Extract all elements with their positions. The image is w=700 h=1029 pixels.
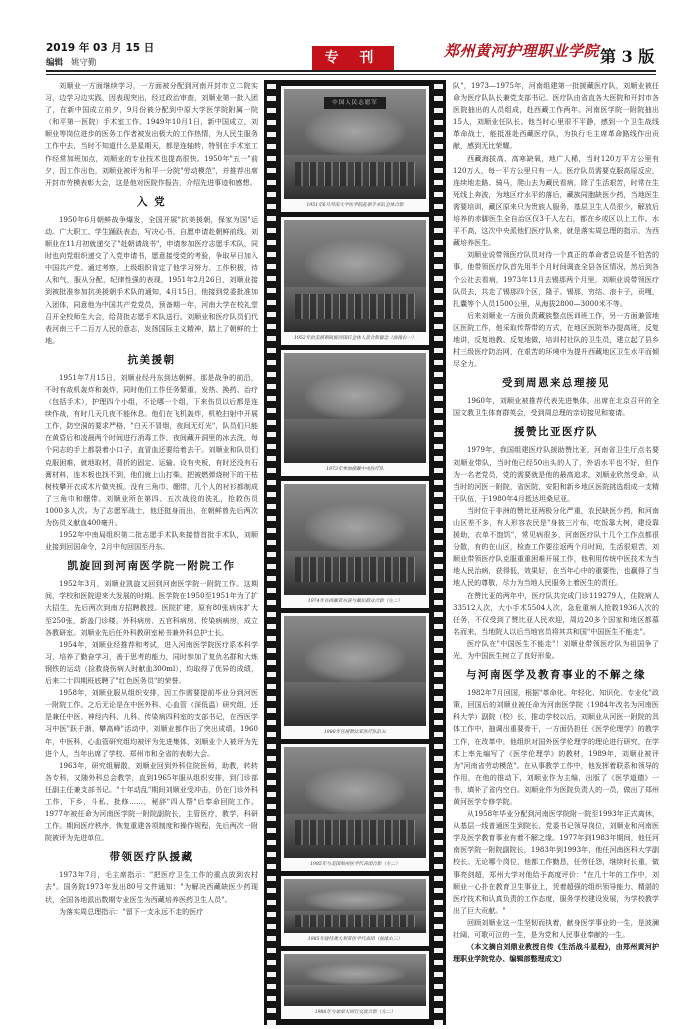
- photo-frame: [281, 744, 429, 871]
- photo-frame: [281, 613, 429, 739]
- masthead: [0, 0, 700, 78]
- photo-caption: 1974年在西藏亚东县与藏民群众合影（左二）: [307, 599, 403, 604]
- section-heading: 带领医疗队援藏: [109, 851, 194, 864]
- paragraph: 1960年，刘顺业被推荐代表先进集体，出席在北京召开的全国文教卫生体育群英会，受到周总理的亲切接见和宴请。: [453, 397, 659, 418]
- paragraph: 1954年，刘顺业经推荐和考试，进入河南医学院医疗系本科学习，培养了勤奋学习，善于思考的能力，同时参加了复仇名群和大炼钢铁的运动（捡救烧伤病人时献血300ml），均取得了优异的成绩，后来二十四期班底聘了"红色医务员"的荣誉。: [45, 640, 258, 686]
- historical-photo: [284, 747, 426, 858]
- paragraph: 回顾刘顺业这一生坚韧而执着，献身医学事业的一生，是波澜壮阔、可歌可泣的一生，是为党和人民事业奉献的一生。: [453, 918, 659, 939]
- section-heading: 受到周恩来总理接见: [502, 377, 610, 390]
- photo-film-strip: [264, 80, 446, 1025]
- historical-photo: [284, 616, 426, 726]
- photo-frame: [281, 951, 429, 1019]
- historical-photo: [284, 879, 426, 933]
- photo-caption: 1980年任援赞比亚医疗队队长: [323, 730, 387, 735]
- paragraph: 1952年3月，刘顺业凯旋又回到河南医学院一附院工作。这期间，学校和医院迎来大发展的时期。医学院在1950至1951年为了扩大招生，先后两次到南方招聘教授。医院扩建，原有80张病床扩大至250张，新盖门诊楼、外科病房、五官科病房、传染病病房，成立各教研室。刘顺业先后任外科教研室秘书兼外科总护士长。: [45, 580, 258, 637]
- film-perforations-right: [434, 80, 443, 1025]
- issue-date: 2019 年 03 月 15 日: [46, 42, 155, 54]
- column-title: 专 刊: [312, 46, 394, 70]
- paragraph: 从1958年毕业分配到河南医学院附一院至1993年正式离休，从基层一线普通医生到院长、党委书记领导岗位，刘顺业和河南医学及医学教育事业有着不解之缘。1977年到1983年期间，他任河南医学院一附院副院长，1983年到1993年，他任河南医科大学副校长。无论哪个岗位，他都工作勤恳，任劳任怨，继续时长重，做事亮剑超，郑州大学对他给予高度评价："在几十年的工作中，刘顺业一心扑在教育卫生事业上，凭着超强的组织领导能力、精湛的医疗技术和认真负责的工作态度，服务学校建设发展，为学校教学出了巨大贡献。": [453, 810, 659, 915]
- section-heading: 援赞比亚医疗队: [514, 426, 598, 439]
- editor-label: 编辑: [46, 58, 64, 68]
- paragraph: 刘顺业一方面继续学习，一方面被分配到河南开封市立二院实习，边学习边实践，因表现突出，经过政治审查，刘顺业第一批入团了，在新中国成立前夕，9月份被分配到中原大学医学院附属一院（和平第一医院）手术室工作。1949年10月1日，新中国成立，刘顺业等岗位进步的医务工作者被发出极大的工作热情，为人民生服务工作中去，当时不知道什么是星期天，都是连轴转，特别在手术室工作经常加班加点，刘顺业的专业技术也提高很快。1950年"五一"前夕，因工作出色，刘顺业被评为和平一分院"劳动模范"，并推荐出席开封市劳模表彰大会，这是他对医院作报告，介绍先进事迹和感想。: [45, 82, 258, 187]
- photo-frame: [281, 86, 429, 212]
- paragraph: 1963年，研究组解散，刘顺业回到外科住院医师，助教，转转各专科，又随外科总会教学，直到1965年服从组织安排，到门诊部任副主任兼支部书记。"十年动乱"期间刘顺业受冲击，仍在门诊外科工作，下乡，斗私、批修……，秘辞"四人帮"后奉命回院工作。1977年被任命为河南医学院一附院副院长，主管医疗，教学，科研工作。期间医疗秩序，恢复重建各项制度和操作规程，先后两次一附院被评为先进单位。: [45, 761, 258, 843]
- paragraph: 当时位于非洲的赞比亚两极分化严重，农民缺医少药，和河南山区差不多，有人形容农民是"身披三片布，吃饭靠大树，建设靠援助，衣单不饱饥"，常见病很多，河南医疗队十几个工作点都很分散，有的在山区，检查工作要往返两个月时间，生活很艰苦，刘顺业带领医疗队克服重重困难开展工作，他利用传统中医技术为当地人民治病，获得低，效果好，在当年心中的重要性，也赢得了当地人民的尊敬，尽力为当地人民服务上着医生的责任。: [453, 506, 659, 588]
- photo-caption: 1985年与美国加州医学代表团合影（左二）: [310, 862, 400, 867]
- paragraph: 刘顺业说带领医疗队员对待一个真正的革命者总说是不怕苦的事，他带领医疗队首先用半个月时间调查全县各区情况，然后到各个公社去看病，1973年11月去锡那两个月里，刘顺业说带领医疗队员去，共走了锡那四个区，隆子、锡那，穷结、浪卡子，贡嘎，扎囊等个人员1500公里，从海拔2800—3000米不等。: [453, 251, 659, 308]
- paragraph: 后来刘顺业一方面负责藏族整点医训班工作，另一方面兼管地区医院工作，他采取传帮带的方式，在地区医院举办提高班，反复地讲，反复地教、反复地做，培训村社队的卫生员，建立起了县乡村三级医疗防治网，在艰苦的环境中为提升西藏地区卫生水平而倾尽全力。: [453, 311, 659, 369]
- historical-photo: [284, 220, 426, 332]
- edition-number: 第 3 版: [600, 47, 655, 66]
- historical-photo: [284, 89, 426, 199]
- photo-caption: 1985年接待澳大利亚医学代表团（前排右三）: [307, 937, 403, 942]
- paragraph: 1951年7月15日，刘顺业经丹东到达朝鲜，那是战争的前沿，不时有敌机轰炸和轰炸，同时他们工作任务繁重，发热、换药、治疗（包括手术），护理四个小组，不论哪一个组，下来伤员以后都是连续作战，有时几天几夜不能休息。他们在飞机轰炸，机枪扫射中开展工作，防空洞的要求严格，"白天不冒烟，夜间无灯光"，队员们只能在黄昏后和凌晨两个时间进行消毒工作，夜间藏开洞里的冰去洗，每个同志的手上都裂着小口子，直冒血还要给着去干。刘顺业和队员们克服困难，就地取材，背折的固定、运输、设有夹板，有时还没有石膏材料，连木板也找不到，他们就上山打柴，把被燃弹烧树下的干枯树枝攀开衣成木片做夹板。没有三角巾、绷带，几个人的衬衫都制成了三角巾和绷带。刘顺业所在第四、五次战役的洗礼，抢救伤员1000多人次。为了志愿军战士，他还挺身而出，在朝鲜曾先后两次为伤员义献血400毫升。: [45, 373, 258, 527]
- paragraph: 1979年，我国组建医疗队援助赞比亚，河南省卫生厅点名要刘顺业带队，当时他已经50出头的人了，外语水平也不好，但作为一名老党员，党的需要就是他的最高追求。刘顺业欣然受命，从当时的河医一附院，省医院，安阳和新乡地区医院挑选组成一支精干队伍，于1980年4月抵达坦桑尼亚。: [453, 446, 659, 503]
- paragraph: 西藏海拔高、高寒缺氧，地广人稀，当时120万平方公里有120万人，每一平方公里只有一人。医疗队员需要克服高原反应，连续地走路、骑马，爬山去为藏民看病，除了生活艰苦，时常在生死线上奔波，为地区疗水平的落后，藏族同胞缺医少药，当地医生需要培训，藏区原来只为贵族人服务，基层卫生人员很少，解放后培养的赤脚医生全自治区仅3千人左右，都在乡或区以上工作。水平不高，这次中央派他们医疗队来，就是落实周总理的指示，为西藏培养医生。: [453, 154, 659, 248]
- photo-frame: [281, 350, 429, 476]
- paragraph: 在赞比亚的两年中，医疗队共完成门诊119279人，住院病人33512人次，大小手术5504人次，急危重病人抢救1936人次的任务，不仅受到了赞比亚人民欢迎，周边20多个国家和地区都慕名而来，当地院人以后当地官员将其共和国"中国医生不能走"。: [453, 591, 659, 636]
- masthead-rule-thin: [46, 74, 656, 75]
- paragraph: 医疗队在"中国医生不能走"！刘顺业带领医疗队为祖国争了光，为中国医生树立了良好形象。: [453, 639, 659, 661]
- sign-text: 中国人民志愿军: [332, 100, 378, 106]
- photo-frame: [281, 481, 429, 608]
- photo-caption: 1952年抗美援朝凯旋回国后全体人员合影留念（前排右一）: [294, 336, 416, 341]
- paragraph: 1950年6月朝鲜战争爆发，全国开展"抗美援朝，保家为国"运动。广大职工、学生踊跃表态，写决心书，自愿申请赴朝鲜前线。刘顺业在11月初就递交了"赴朝请战书"，申请参加医疗志愿手术队，同时也向党组织递交了入党申请书，愿意接受党的考验，争取早日加入中国共产党。通过考察，上级组织肯定了他学习努力、工作积极，待人和气，服从分配，纪律性强的表现，1951年2月26日，刘顺业接到被批准参加抗美援朝手术队的通知，4月15日，他接到党委批准加入团体，同意他为中国共产党党员，预备期一年，河南大学在校礼堂召开全校师生大会，给背批志愿手术队送行。刘顺业和医疗队员们代表河南三千二百万人民的意志，发扬国际主义精神，踏上了朝鲜的土地。: [45, 215, 258, 345]
- paragraph: 队"，1973—1975年，河南组建第一批援藏医疗队，刘顺业被任命为医疗队队长兼党支部书记。医疗队由省直各大医院和开封市各医院抽出的人员组成，赴西藏工作两年。河南医学院一附院抽出15人，刘顺业任队长。他当时心里很不平静，感到一个卫生战线革命战士，能抵准赴西藏医疗队，为执行毛主席革命路线作出贡献，感到无比荣耀。: [453, 82, 659, 151]
- section-heading: 凯旋回到河南医学院一附院工作: [67, 560, 236, 573]
- source-note: （本文摘自刘鼎业教授自传《生活战斗星程》，由郑州黄河护理职业学院党办、编辑部整理成文）: [453, 942, 659, 964]
- paper-logo: 郑州黄河护理职业学院: [444, 42, 600, 60]
- editor-line: [46, 56, 97, 68]
- paragraph: 1982年7月回国，根据"革命化、年轻化、知识化、专业化"政策，回国后的刘顺业被任命为河南医学院（1984年改名为河南医科大学）副院（校）长，推动学校以后，刘顺业从河医一附院的具体工作中，抽调出重要骨干，一方面仍担任《医学伦理学》的教学工作，在改革中，他组织对国外医学伦理学的理论进行研究，在学术上率先编写了《医学伦理学》的教材，1989年，刘顺业被评为"河南省劳动模范"。在从事教学工作中，他发挥着联系和领导的作用，在他的推动下，刘顺业作为主编，出版了《医学道德》一书，填补了省内空白。刘顺业作为医院负责人的一员，做出了郑州黄河医学专修学院。: [453, 689, 659, 806]
- photo-frame: [281, 217, 429, 345]
- photo-caption: 1973年参加援藏中央医疗队: [326, 467, 384, 472]
- paragraph: 为落实周总理指示："留下一支永远不走的医疗: [59, 907, 204, 916]
- film-perforations-left: [267, 80, 276, 1025]
- photo-sign: [324, 97, 386, 109]
- masthead-rule: [46, 70, 656, 72]
- paragraph: 1958年，刘顺业服从组织安排，因工作需要提前毕业分到河医一附院工作。之后无论是在中医外科、心血管（深低温）研究组，还是兼任中医、神经内科、儿科、传染病四科室的支部书记，在西医学习中医"跃千渐、攀高峰"活动中，刘顺业都作出了突出成绩。1960年，中医科，心血管研究组均被评为先进集体，刘顺业个人被评为先进个人，当年出席了学校、郑州市和全省的表彰大会。: [45, 689, 258, 758]
- paragraph: 1952年中南局组织第二批志愿手术队来接替首批手术队，刘顺业接到回国命令，2月中旬回国至丹东。: [45, 531, 258, 552]
- right-text-column: [453, 80, 659, 1025]
- photo-frame: [281, 876, 429, 946]
- historical-photo: [284, 353, 426, 463]
- historical-photo: [284, 954, 426, 1006]
- photo-caption: 1951年6月河南大学医学院赴朝手术队全体合影: [306, 203, 404, 208]
- section-heading: 入 党: [136, 195, 167, 208]
- section-heading: 与河南医学及教育事业的不解之缘: [466, 669, 646, 682]
- historical-photo: [284, 484, 426, 595]
- section-heading: 抗美援朝: [127, 353, 176, 366]
- photo-caption: 1986年与加拿大同行交流合影（左二）: [314, 1010, 396, 1015]
- editor-name: 姚守勤: [71, 58, 97, 68]
- left-text-column: [45, 80, 258, 1025]
- paragraph: 1973年7月，毛主席指示："把医疗卫生工作的重点放到农村去"。国务院1973年发出80号文件通知："为解决西藏缺医少药现状，全国各地派出数期专业医生为西藏培养医药卫生人员"。: [45, 871, 258, 904]
